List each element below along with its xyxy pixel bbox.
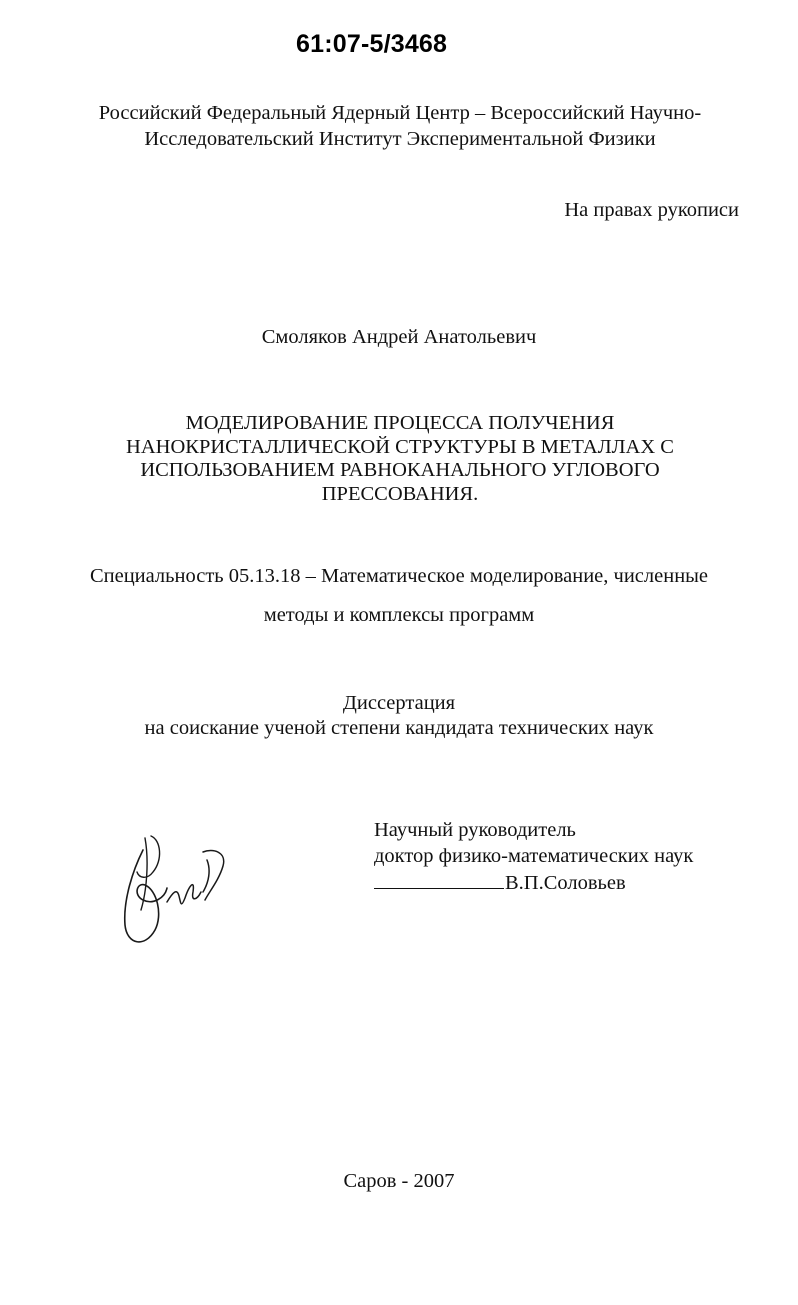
author-name: Смоляков Андрей Анатольевич [261,326,537,348]
specialty-line-1: Специальность 05.13.18 – Математическое моделирование, численные [89,565,709,587]
signature-line [374,869,504,889]
manuscript-rights-note: На правах рукописи [564,199,739,221]
title-line-3: ИСПОЛЬЗОВАНИЕМ РАВНОКАНАЛЬНОГО УГЛОВОГО [140,459,660,481]
thesis-type-line-1: Диссертация [342,692,456,714]
place-and-year: Саров - 2007 [343,1170,455,1192]
archive-stamp-code: 61:07-5/3468 [296,30,448,58]
advisor-signature-row [374,869,693,896]
institution-name [60,100,740,152]
title-line-4: ПРЕССОВАНИЯ. [321,482,479,505]
specialty-line-2: методы и комплексы программ [263,604,535,626]
institution-line-2: Исследовательский Институт Экспериментальной Физики [144,128,656,150]
advisor-role: Научный руководитель [374,819,576,841]
thesis-type [0,691,798,741]
handwritten-signature [115,830,235,955]
title-line-2: НАНОКРИСТАЛЛИЧЕСКОЙ СТРУКТУРЫ В МЕТАЛЛАХ С [126,435,674,458]
advisor-name: В.П.Соловьев [505,872,626,894]
advisor-degree: доктор физико-математических наук [374,845,694,867]
thesis-title [100,412,700,506]
scientific-advisor [374,817,693,896]
thesis-type-line-2: на соискание ученой степени кандидата технических наук [144,717,654,739]
institution-line-1: Российский Федеральный Ядерный Центр – Всероссийский Научно- [98,102,702,124]
title-line-1: МОДЕЛИРОВАНИЕ ПРОЦЕССА ПОЛУЧЕНИЯ [185,412,615,434]
